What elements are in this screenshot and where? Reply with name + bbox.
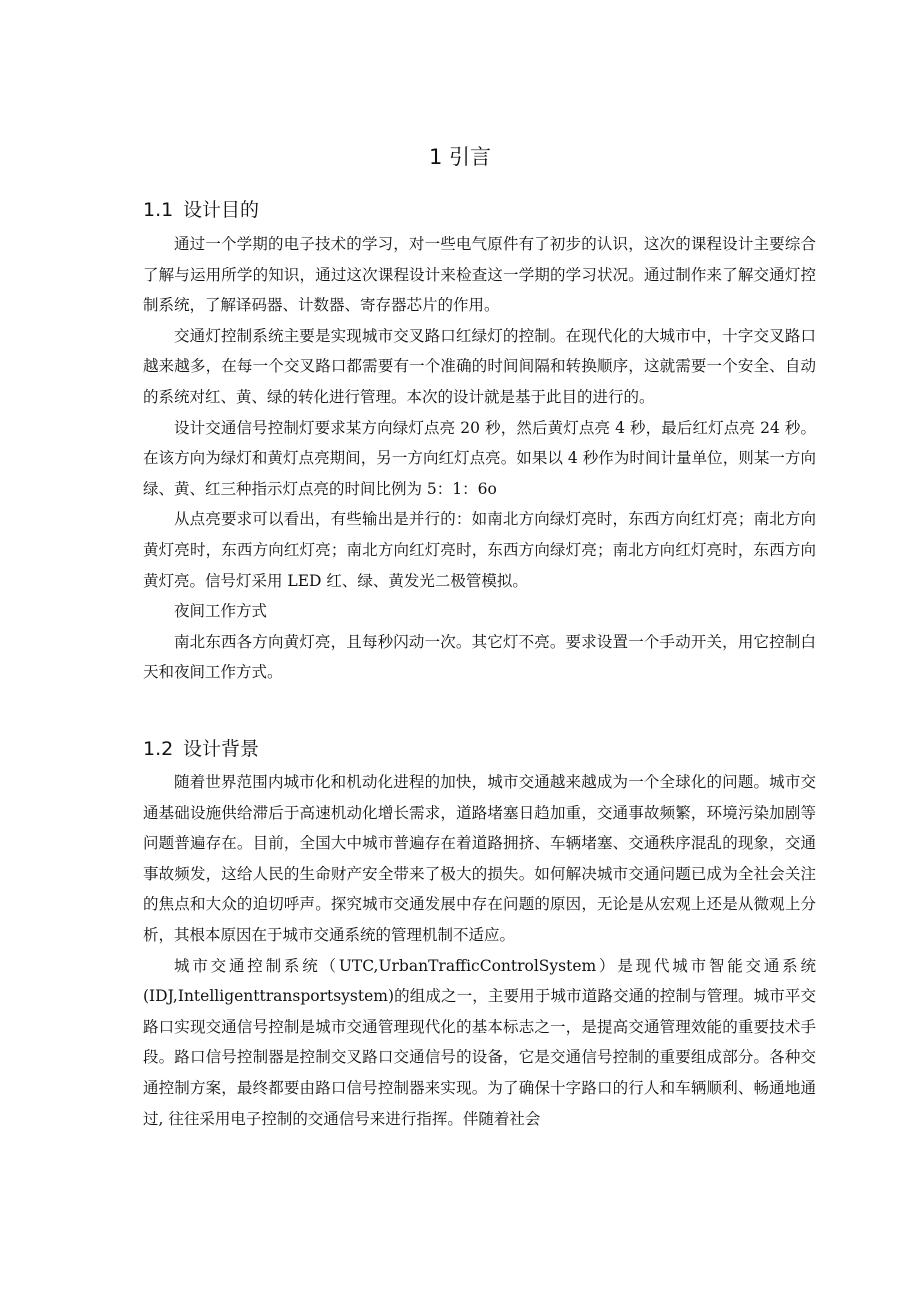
section-number: 1.1 [143, 199, 174, 221]
section-body-design-purpose [143, 229, 816, 688]
paragraph: 交通灯控制系统主要是实现城市交叉路口红绿灯的控制。在现代化的大城市中，十字交叉路口越来越多，在每一个交叉路口都需要有一个准确的时间间隔和转换顺序，这就需要一个安全、自动的系统对红、黄、绿的转化进行管理。本次的设计就是基于此目的进行的。 [143, 326, 816, 406]
section-title: 设计目的 [183, 199, 260, 221]
section-number: 1.2 [143, 738, 174, 760]
section-heading-design-background [143, 735, 259, 763]
section-heading-design-purpose [143, 196, 259, 224]
section-title: 设计背景 [183, 738, 260, 760]
paragraph: 夜间工作方式 [174, 602, 268, 621]
paragraph: 南北东西各方向黄灯亮，且每秒闪动一次。其它灯不亮。要求设置一个手动开关，用它控制白天和夜间工作方式。 [143, 632, 816, 682]
paragraph: 随着世界范围内城市化和机动化进程的加快，城市交通越来越成为一个全球化的问题。城市交通基础设施供给滞后于高速机动化增长需求，道路堵塞日趋加重，交通事故频繁，环境污染加剧等问题普遍存在。目前，全国大中城市普遍存在着道路拥挤、车辆堵塞、交通秩序混乱的现象，交通事故频发，这给人民的生命财产安全带来了极大的损失。如何解决城市交通问题已成为全社会关注的焦点和大众的迫切呼声。探究城市交通发展中存在问题的原因，无论是从宏观上还是从微观上分析，其根本原因在于城市交通系统的管理机制不适应。 [143, 773, 816, 944]
paragraph: 设计交通信号控制灯要求某方向绿灯点亮 20 秒，然后黄灯点亮 4 秒，最后红灯点亮 24 秒。在该方向为绿灯和黄灯点亮期间，另一方向红灯点亮。如果以 4 秒作为时间计量单位，则某一方向绿、黄、红三种指示灯点亮的时间比例为 5：1：6o [143, 418, 816, 498]
paragraph: 城市交通控制系统（UTC,UrbanTrafficControlSystem）是现代城市智能交通系统(IDJ,Intelligenttransportsystem)的组成之一，主要用于城市道路交通的控制与管理。城市平交路口实现交通信号控制是城市交通管理现代化的基本标志之一，是提高交通管理效能的重要技术手段。路口信号控制器是控制交叉路口交通信号的设备，它是交通信号控制的重要组成部分。各种交通控制方案，最终都要由路口信号控制器来实现。为了确保十字路口的行人和车辆顺利、畅通地通过, 往往采用电子控制的交通信号来进行指挥。伴随着社会 [143, 956, 816, 1128]
chapter-title: 1 引言 [428, 145, 492, 169]
section-body-design-background [143, 767, 816, 1134]
paragraph: 从点亮要求可以看出，有些输出是并行的：如南北方向绿灯亮时，东西方向红灯亮；南北方向黄灯亮时，东西方向红灯亮；南北方向红灯亮时，东西方向绿灯亮；南北方向红灯亮时，东西方向黄灯亮。信号灯采用 LED 红、绿、黄发光二极管模拟。 [143, 510, 816, 590]
paragraph: 通过一个学期的电子技术的学习，对一些电气原件有了初步的认识，这次的课程设计主要综合了解与运用所学的知识，通过这次课程设计来检查这一学期的学习状况。通过制作来了解交通灯控制系统，了解译码器、计数器、寄存器芯片的作用。 [143, 235, 816, 315]
